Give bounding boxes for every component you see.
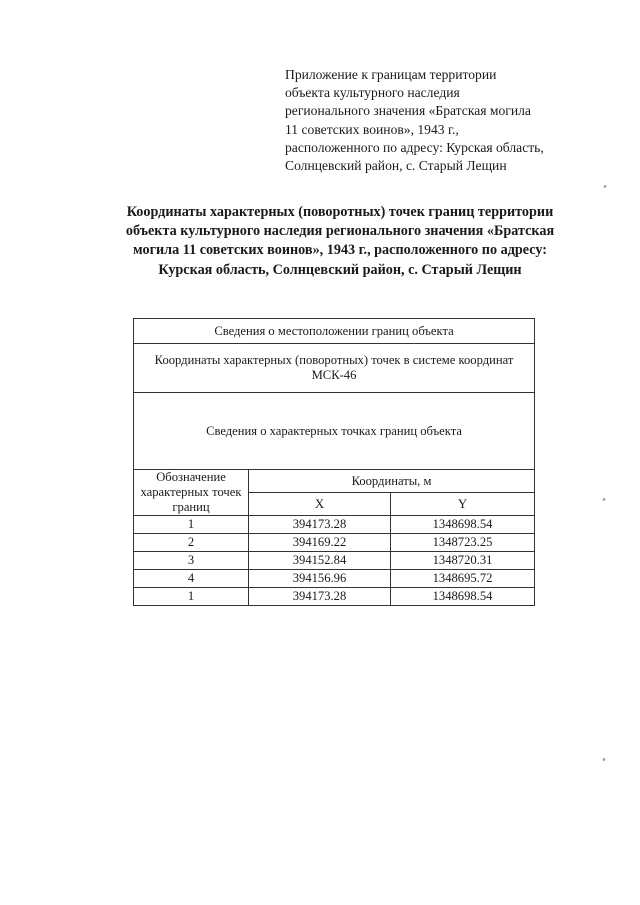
appendix-line: Солнцевский район, с. Старый Лещин: [285, 158, 507, 174]
header-points: Сведения о характерных точках границ объекта: [134, 393, 535, 470]
point-number: 2: [134, 534, 249, 552]
table-row: [134, 534, 535, 552]
coordinate-x: 394173.28: [249, 516, 391, 534]
title-line: объекта культурного наследия регионального значения «Братская: [125, 223, 555, 240]
point-number: 4: [134, 570, 249, 588]
table-header-row: [134, 344, 535, 393]
header-location: Сведения о местоположении границ объекта: [134, 319, 535, 344]
table-row: [134, 552, 535, 570]
coordinates-table: [133, 318, 535, 606]
column-coordinates: Координаты, м: [249, 470, 535, 493]
point-number: 3: [134, 552, 249, 570]
coordinate-x: 394169.22: [249, 534, 391, 552]
table-row: [134, 570, 535, 588]
appendix-line: 11 советских воинов», 1943 г.,: [285, 121, 459, 137]
appendix-line: регионального значения «Братская могила: [285, 103, 531, 119]
coordinate-y: 1348723.25: [391, 534, 535, 552]
point-number: 1: [134, 588, 249, 606]
title-line: могила 11 советских воинов», 1943 г., расположенного по адресу:: [133, 242, 547, 259]
scan-speck: [603, 185, 606, 189]
column-x: X: [249, 493, 391, 516]
document-title: [60, 203, 620, 280]
appendix-line: Приложение к границам территории: [285, 67, 497, 82]
title-line: Координаты характерных (поворотных) точек границ территории: [126, 204, 554, 220]
appendix-note: [285, 66, 605, 175]
table-row: [134, 588, 535, 606]
column-designation: Обозначение характерных точек границ: [134, 470, 249, 516]
scan-speck: [602, 758, 605, 762]
point-number: 1: [134, 516, 249, 534]
coordinate-y: 1348698.54: [391, 588, 535, 606]
appendix-line: расположенного по адресу: Курская область,: [285, 139, 544, 155]
scan-speck: [602, 498, 605, 502]
coordinate-y: 1348695.72: [391, 570, 535, 588]
title-line: Курская область, Солнцевский район, с. Старый Лещин: [158, 261, 522, 278]
coordinate-x: 394173.28: [249, 588, 391, 606]
table-header-row: [134, 393, 535, 470]
column-y: Y: [391, 493, 535, 516]
coordinate-x: 394152.84: [249, 552, 391, 570]
header-coordinate-system-text: Координаты характерных (поворотных) точек в системе координат МСК-46: [154, 353, 514, 382]
appendix-line: объекта культурного наследия: [285, 85, 460, 101]
coordinate-x: 394156.96: [249, 570, 391, 588]
table-header-row: [134, 319, 535, 344]
table-row: [134, 516, 535, 534]
coordinate-y: 1348720.31: [391, 552, 535, 570]
coordinate-y: 1348698.54: [391, 516, 535, 534]
header-coordinate-system: [134, 344, 535, 393]
table-column-header-row: [134, 470, 535, 493]
